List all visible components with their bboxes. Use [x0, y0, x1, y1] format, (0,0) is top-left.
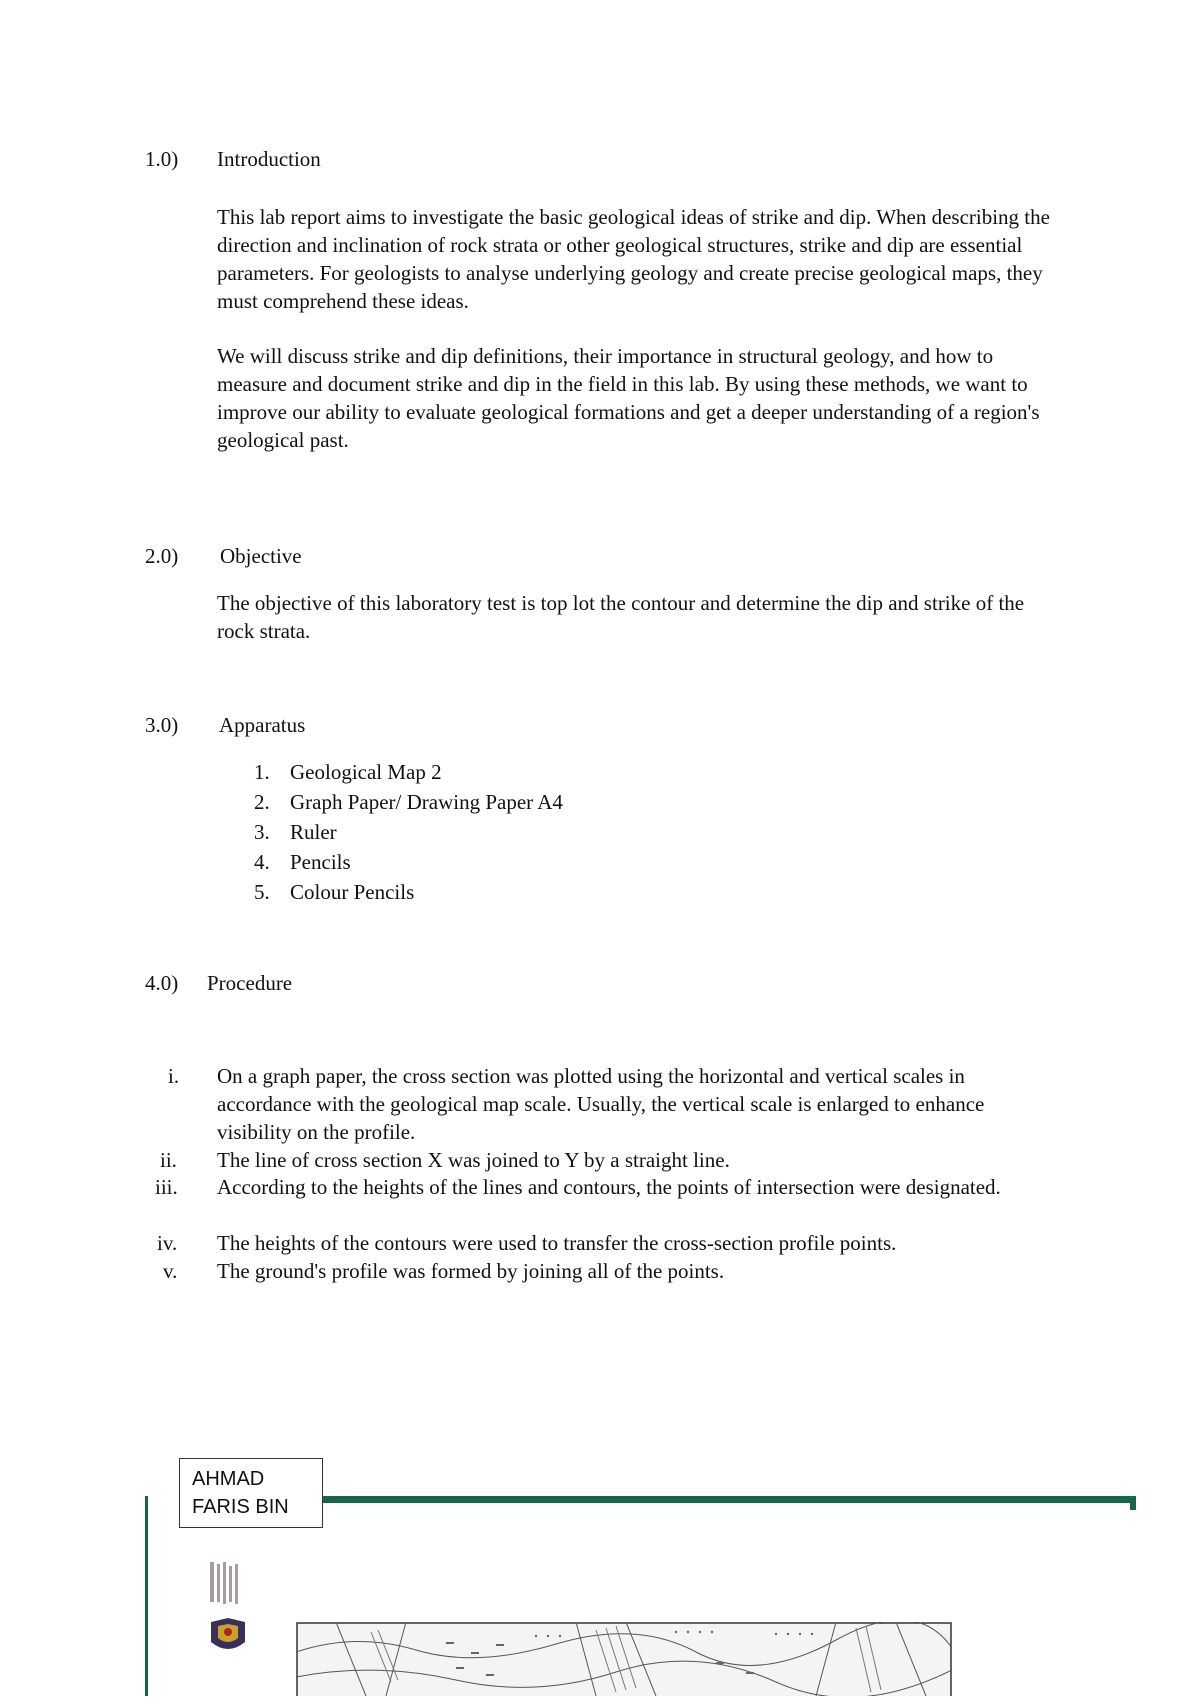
section-number-objective: 2.0) [145, 544, 179, 568]
list-item-text: According to the heights of the lines and contours, the points of intersection were designated. [217, 1175, 1001, 1199]
list-item-text: Geological Map 2 [290, 760, 442, 784]
list-item-number: 2. [254, 790, 270, 814]
frame-top-bar-end [1130, 1496, 1136, 1510]
section-title-procedure: Procedure [207, 971, 293, 995]
list-item-number: ii. [160, 1148, 177, 1172]
section-number-apparatus: 3.0) [145, 713, 179, 737]
intro-paragraph-1-text: This lab report aims to investigate the basic geological ideas of strike and dip. When describing the direction and inclination of rock strata or other geological structures, strike and dip are essential parameters. For geologists to analyse underlying geology and create precise geological maps, they must comprehend these ideas. [217, 205, 1050, 313]
list-item-number: i. [168, 1064, 180, 1088]
objective-text: The objective of this laboratory test is top lot the contour and determine the dip and strike of the rock strata. [217, 591, 1025, 643]
list-item-number: v. [163, 1259, 178, 1283]
list-item-number: 4. [254, 850, 270, 874]
list-item-text: Colour Pencils [290, 880, 415, 904]
list-item-number: 5. [254, 880, 270, 904]
list-item-text: On a graph paper, the cross section was plotted using the horizontal and vertical scales in accordance with the geological map scale. Usually, the vertical scale is enlarged to enhance visibility on the profile. [217, 1064, 985, 1144]
university-logo-graphic [208, 1562, 248, 1656]
list-item-number: 1. [254, 760, 270, 784]
section-title-intro: Introduction [217, 147, 321, 171]
list-item-number: iv. [157, 1231, 178, 1255]
list-item-text: The line of cross section X was joined to Y by a straight line. [217, 1148, 730, 1172]
intro-paragraph-2 [217, 342, 1057, 454]
list-item-text: The heights of the contours were used to transfer the cross-section profile points. [217, 1231, 897, 1255]
geological-map-image [296, 1622, 952, 1696]
section-title-apparatus: Apparatus [219, 713, 306, 737]
name-line-2: FARIS BIN [192, 1496, 289, 1518]
list-item-text: Ruler [290, 820, 337, 844]
geological-map-graphic [296, 1622, 952, 1696]
list-item-number: iii. [155, 1175, 178, 1199]
section-title-objective: Objective [220, 544, 302, 568]
university-logo [208, 1562, 248, 1656]
name-line-1: AHMAD [192, 1468, 265, 1490]
list-item-number: 3. [254, 820, 270, 844]
frame-left-bar [145, 1496, 148, 1696]
intro-paragraph-1 [217, 203, 1057, 315]
name-text-box [179, 1458, 323, 1528]
section-number-procedure: 4.0) [145, 971, 179, 995]
section-number-intro: 1.0) [145, 147, 179, 171]
list-item-text: Graph Paper/ Drawing Paper A4 [290, 790, 563, 814]
list-item-text: The ground's profile was formed by joining all of the points. [217, 1259, 725, 1283]
objective-paragraph [217, 589, 1057, 645]
frame-top-bar [323, 1496, 1131, 1503]
list-item-text: Pencils [290, 850, 351, 874]
intro-paragraph-2-text: We will discuss strike and dip definitions, their importance in structural geology, and how to measure and document strike and dip in the field in this lab. By using these methods, we want to improve our ability to evaluate geological formations and get a deeper understanding of a region's geological past. [217, 344, 1040, 452]
